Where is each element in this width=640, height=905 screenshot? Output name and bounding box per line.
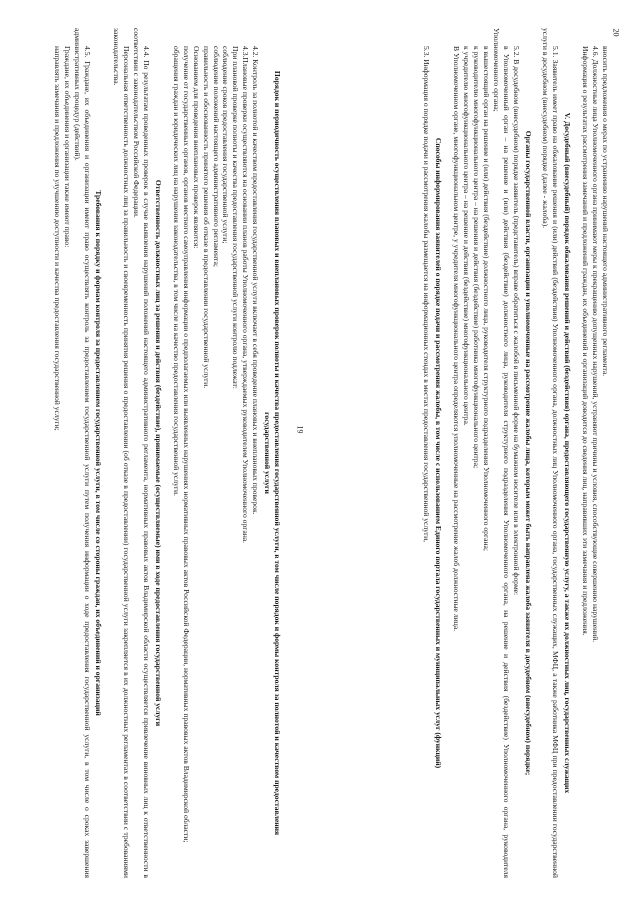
page-number: 19 [295,425,305,434]
paragraph: Граждане, их объединения и организации также имеют право: [62,45,72,247]
paragraph: Персональная ответственность должностных лиц за правильность и своевременность принятия решения о предоставлении (об отказе в предоставлении) государственной услуги закрепляется в их должностных регламентах в соответствии с требованиями законодательства. [112,27,132,878]
section-heading: Порядок и периодичность осуществления плановых и внеплановых проверок полноты и качества предоставления государственной услуги, в том числе порядок и формы контроля за полнотой и качеством предоставления государственной услуги [263,70,282,835]
paragraph: в вышестоящий орган на решение и (или) действия (бездействие) должностного лица, руководителя структурного подразделения Уполномоченного органа; [481,45,491,551]
paragraph: соблюдение сроков предоставления государственной услуги; [221,45,231,243]
paragraph: 5.3. Информация о порядке подачи и рассмотрения жалобы размещается на информационных стендах в местах предоставления государственной услуги, [422,45,432,542]
paragraph: 4.4. По результатам проведенных проверок в случае выявления нарушений положений настоящего административного регламента, нормативных правовых актов Владимирской области осуществляется привлечение виновных лиц к ответственности в соответствии с законодательством Российской Федерации. [132,27,152,878]
paragraph: направлять замечания и предложения по улучшению доступности и качества предоставления государственной услуги; [52,45,62,431]
right-page [320,0,640,905]
section-heading: Способы информирования заявителей о порядке подачи и рассмотрения жалобы, в том числе с использованием Единого портала государственных и муниципальных услуг (функций) [434,137,444,768]
paragraph: обращения граждан и юридических лиц на нарушения законодательства, в том числе на качество предоставления государственной услуги. [171,45,181,496]
paragraph: В Уполномоченном органе, многофункциональном центре, у учредителя многофункционального центра определяются уполномоченные на рассмотрение жалоб должностные лица. [452,45,462,631]
paragraph: правильность и обоснованность принятого решения об отказе в предоставлении государственной услуги. [201,45,211,388]
spacer [106,28,112,878]
paragraph: 4.6. Должностные лица Уполномоченного органа принимают меры к прекращению допущенных нарушений, устраняют причины и условия, способствующие совершению нарушений. [591,45,601,642]
paragraph: 5.2. В досудебном (внесудебном) порядке заявитель (представитель) вправе обратиться с жалобой в письменной форме на бумажном носителе или в электронной форме: [511,45,521,595]
paragraph: к учредителю многофункционального центра – на решение и действия (бездействие) многофункционального центра. [462,45,472,426]
page-number: 20 [611,28,621,37]
paragraph: к руководителю многофункционального центра – на решения и действия (бездействие) работника многофункционального центра; [472,45,482,468]
paragraph: получение от государственных органов, органов местного самоуправления информации о предполагаемых или выявленных нарушениях нормативных правовых актов Российской Федерации, нормативных правовых актов Владимирской области; [181,45,191,842]
right-page-body [350,28,610,878]
section-heading: Ответственность должностных лиц за решения и действия (бездействие), принимаемые (осуществляемые) ими в ходе предоставления государственной услуги [154,179,164,726]
paragraph: 4.3.Плановые проверки осуществляются на основании планов работы Уполномоченного органа, утверждаемых руководителем Уполномоченного органа. [241,45,251,543]
section-heading: V. Досудебный (внесудебный) порядок обжалования решений и действий (бездействия) органа, предоставляющего государственную услугу, а также их должностных лиц, государственных служащих [563,112,573,793]
paragraph: При плановой проверке полноты и качества предоставления государственной услуги контролю подлежат: [231,45,241,389]
section-heading: Органы государственной власти, организации и уполномоченные на рассмотрение жалобы лица, которым может быть направлена жалоба заявителя в досудебном (внесудебном) порядке; [523,130,533,775]
paragraph: Основанием для проведения внеплановых проверок являются: [191,45,201,248]
paragraph: Информация о результатах рассмотрения замечаний и предложений граждан, их объединений и организаций доводится до сведения лиц, направивших эти замечания и предложения. [581,45,591,636]
paragraph: вносить предложения о мерах по устранению нарушений настоящего административного регламента. [601,45,610,376]
paragraph: соблюдение положений настоящего административного регламента; [211,45,221,267]
paragraph: 4.2. Контроль за полнотой и качеством предоставления государственной услуги включает в себя проведение плановых и внеплановых проверок. [251,45,261,515]
paragraph: 4.5. Граждане, их объединения и организации имеют право осуществлять контроль за предоставлением государственной услуги путем получения информации о ходе предоставления государственной услуги, в том числе о сроках завершения административных процедур (действий). [72,27,92,878]
spacer [284,28,290,878]
paragraph: 5.1. Заявитель имеет право на обжалование решения и (или) действий (бездействия) Уполномоченного органа, должностных лиц Уполномоченного органа, государственных служащих, МФЦ, а также работника МФЦ при предоставлении государственной услуги в досудебном (внесудебном) порядке (далее - жалоба). [541,27,561,878]
left-page-body [30,28,290,878]
section-heading: Требования к порядку и формам контроля за предоставлением государственной услуги, в том числе со стороны граждан, их объединений и организаций [94,189,104,716]
paragraph: в Уполномоченный орган – на решение и (или) действия (бездействие) должностного лица, руководителя структурного подразделения Уполномоченного органа, на решение и действия (бездействие) Уполномоченного органа, руководителя Уполномоченного органа; [491,27,511,878]
